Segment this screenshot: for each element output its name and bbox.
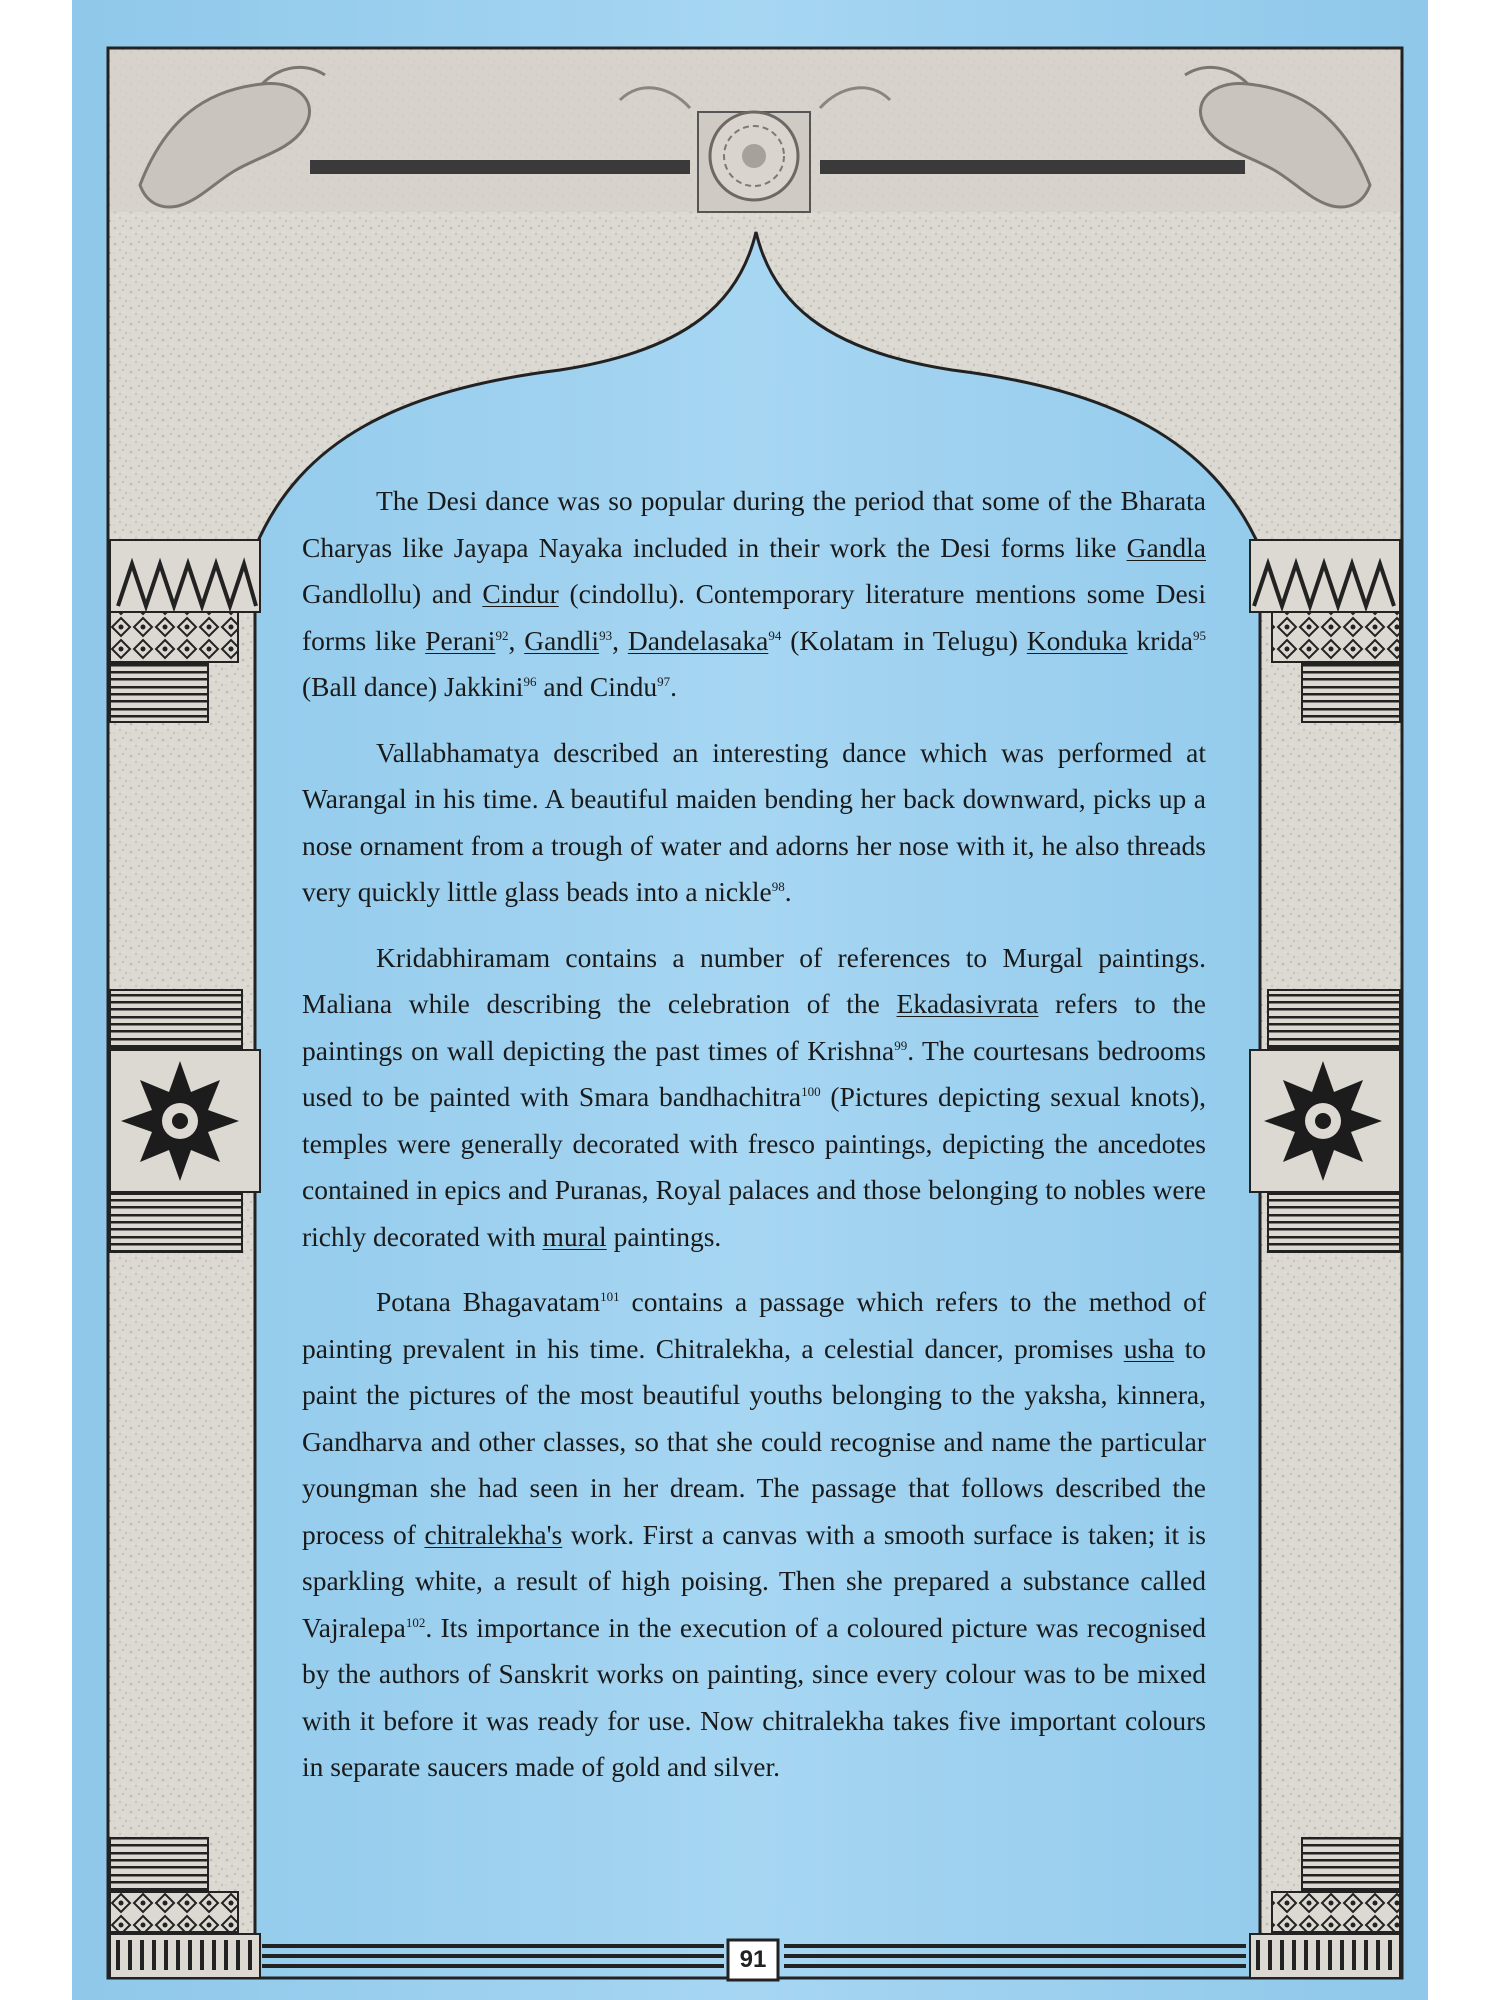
paragraph-potana bbox=[302, 1279, 1206, 1791]
footnote-marker: 94 bbox=[768, 627, 782, 643]
text-run: . bbox=[784, 876, 792, 907]
page-number: 91 bbox=[739, 1946, 767, 1973]
paragraph-vallabhamatya bbox=[302, 730, 1206, 916]
text-run: . The courtesans bedrooms used to be painted with Smara bandhachitra bbox=[302, 1034, 1206, 1112]
underlined-term: usha bbox=[1123, 1332, 1175, 1364]
footnote-marker: 92 bbox=[495, 627, 509, 643]
text-run: (Pictures depicting sexual knots), temples were generally decorated with fresco paintings, depicting the ancedotes contained in epics and Puranas, Royal palaces and those belonging to nobles were richly decorated with bbox=[302, 1081, 1206, 1252]
text-run: (cindollu). Contemporary literature mentions some Desi forms like bbox=[302, 578, 1206, 656]
underlined-term: Gandli bbox=[524, 624, 600, 656]
text-run: to paint the pictures of the most beautiful youths belonging to the yaksha, kinnera, Gandharva and other classes, so that she could recognise and name the particular youngman she had seen in her dream. The passage that follows described the process of bbox=[302, 1332, 1206, 1550]
footnote-marker: 95 bbox=[1193, 627, 1206, 643]
text-run: paintings. bbox=[606, 1220, 722, 1252]
underlined-term: Cindur bbox=[482, 578, 559, 609]
text-run: The Desi dance was so popular during the period that some of the Bharata Charyas like Jayapa Nayaka included in their work the Desi forms like bbox=[302, 485, 1206, 563]
body-text bbox=[302, 478, 1206, 1810]
text-run: (Ball dance) Jakkini bbox=[302, 671, 524, 702]
underlined-term: Ekadasivrata bbox=[896, 988, 1039, 1019]
text-run: . bbox=[670, 671, 678, 702]
text-run: Gandlollu) and bbox=[302, 578, 483, 609]
underlined-term: Perani bbox=[425, 624, 496, 656]
underlined-term: chitralekha's bbox=[424, 1518, 563, 1550]
paragraph-kridabhiramam bbox=[302, 935, 1206, 1261]
text-run: krida bbox=[1127, 624, 1193, 656]
footnote-marker: 93 bbox=[599, 627, 613, 643]
text-run: refers to the paintings on wall depicting the past times of Krishna bbox=[302, 988, 1206, 1066]
footnote-marker: 99 bbox=[894, 1037, 908, 1053]
underlined-term: mural bbox=[542, 1220, 607, 1252]
footnote-marker: 101 bbox=[600, 1288, 620, 1304]
text-run: Potana Bhagavatam bbox=[376, 1286, 601, 1317]
text-run: contains a passage which refers to the method of painting prevalent in his time. Chitralekha, a celestial dancer, promises bbox=[302, 1286, 1207, 1364]
footnote-marker: 96 bbox=[523, 673, 537, 689]
text-run: (Kolatam in Telugu) bbox=[781, 624, 1027, 656]
underlined-term: Konduka bbox=[1026, 624, 1128, 656]
text-run: work. First a canvas with a smooth surface is taken; it is sparkling white, a result of high poising. Then she prepared a substance called Vajralepa bbox=[302, 1518, 1206, 1643]
footnote-marker: 100 bbox=[801, 1083, 821, 1099]
text-run: , bbox=[612, 624, 628, 656]
text-run: and Cindu bbox=[536, 671, 658, 702]
text-run: Vallabhamatya described an interesting dance which was performed at Warangal in his time. A beautiful maiden bending her back downward, picks up a nose ornament from a trough of water and adorns her nose with it, he also threads very quickly little glass beads into a nickle bbox=[302, 736, 1206, 907]
footnote-marker: 102 bbox=[405, 1614, 426, 1630]
footnote-marker: 97 bbox=[657, 673, 671, 689]
text-run: . Its importance in the execution of a coloured picture was recognised by the authors of Sanskrit works on painting, since every colour was to be mixed with it before it was ready for use. Now chitralekha takes five important colours in separate saucers made of gold and silver. bbox=[302, 1611, 1206, 1782]
footnote-marker: 98 bbox=[771, 878, 785, 894]
underlined-term: Gandla bbox=[1126, 531, 1206, 563]
text-run: Kridabhiramam contains a number of references to Murgal paintings. Maliana while describing the celebration of the bbox=[302, 941, 1206, 1019]
underlined-term: Dandelasaka bbox=[627, 624, 769, 656]
text-run: , bbox=[508, 624, 525, 656]
paragraph-desi-dance bbox=[302, 478, 1206, 711]
